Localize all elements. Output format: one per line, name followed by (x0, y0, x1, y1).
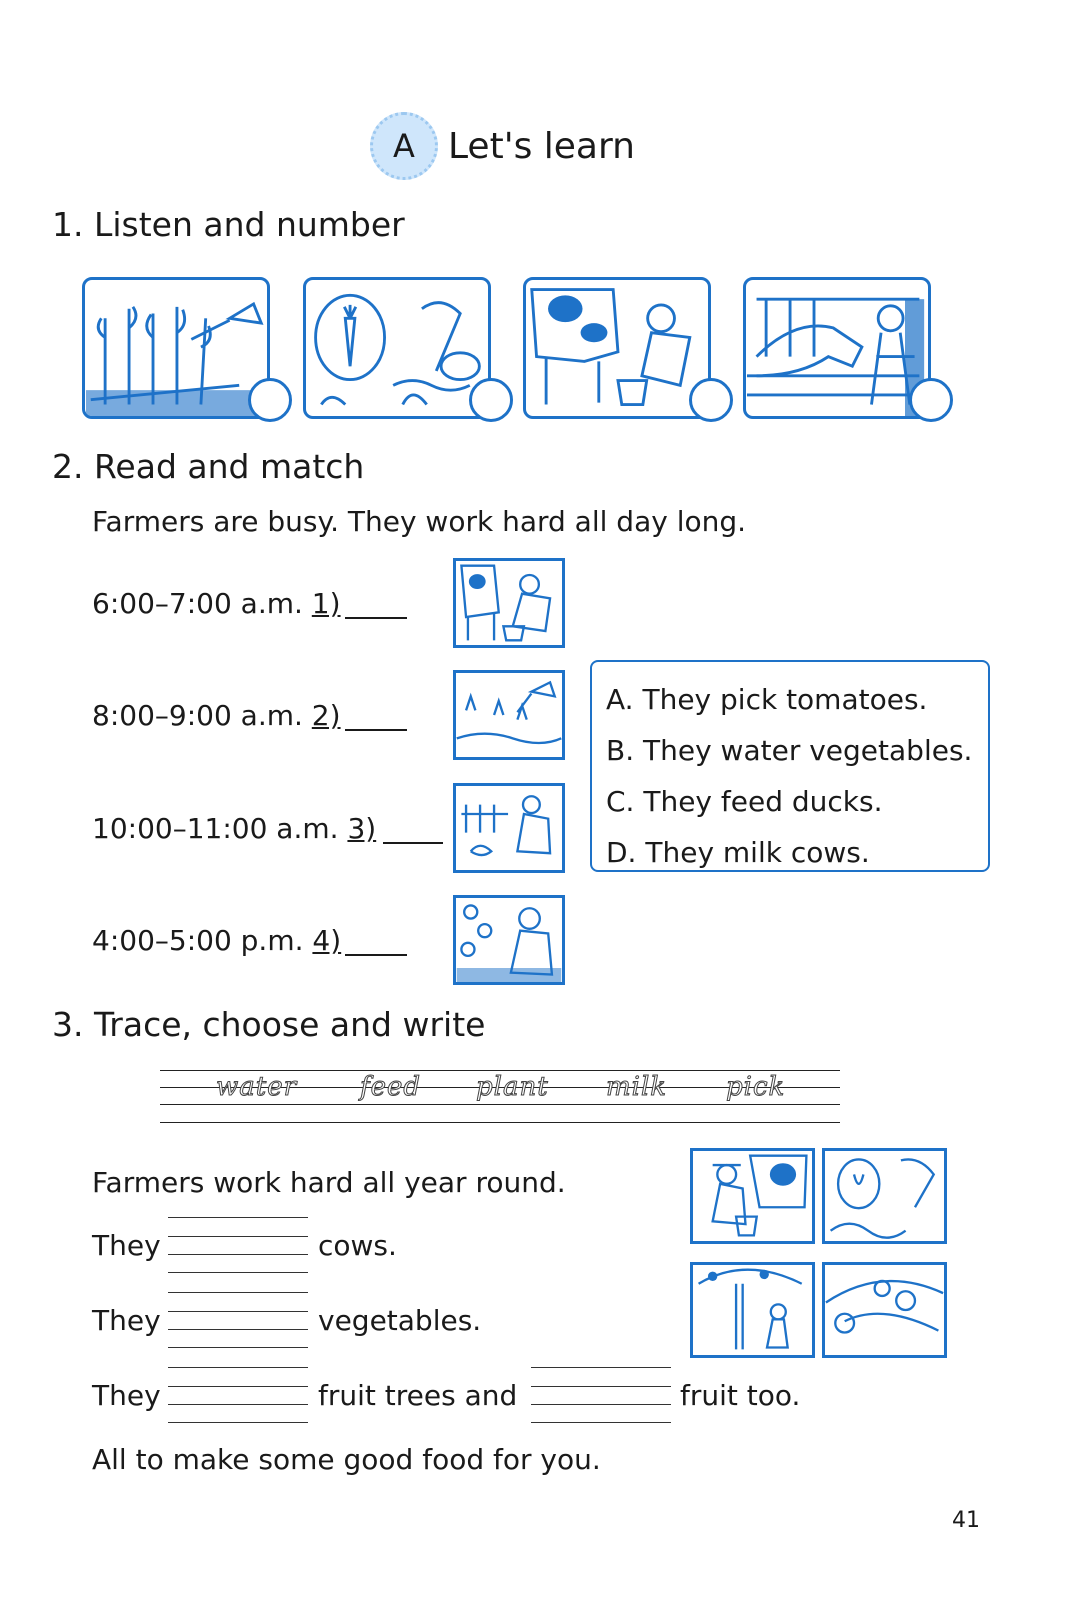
guide-line (160, 1070, 840, 1071)
trace-word-water[interactable]: water (216, 1072, 298, 1102)
sentence-3-pre: They (92, 1379, 161, 1412)
answer-blank-3[interactable] (383, 842, 443, 844)
option-b[interactable]: B. They water vegetables. (606, 734, 973, 767)
farmer-milking-picture (690, 1148, 815, 1244)
trace-word-pick[interactable]: pick (726, 1072, 786, 1102)
section-header (370, 112, 635, 180)
answer-blank-2[interactable] (345, 729, 407, 731)
answer-number: 3) (347, 812, 377, 845)
number-circle-4[interactable] (909, 378, 953, 422)
page-title: Let's learn (448, 125, 635, 167)
sentence-1-post: cows. (318, 1229, 397, 1262)
planting-carrot-picture (303, 277, 491, 419)
picking-fruit-picture (822, 1262, 947, 1358)
sentence-1-pre: They (92, 1229, 161, 1262)
sentence-3-post: fruit too. (680, 1379, 801, 1412)
section3-title: 3. Trace, choose and write (52, 1005, 486, 1044)
match-row-4 (92, 924, 341, 957)
option-d[interactable]: D. They milk cows. (606, 836, 870, 869)
time-label: 8:00–9:00 a.m. (92, 699, 303, 732)
sentence-intro: Farmers work hard all year round. (92, 1166, 566, 1199)
match-row-3 (92, 812, 376, 845)
match-options-box (590, 660, 990, 872)
page-number: 41 (952, 1508, 980, 1533)
watering-tree-picture (690, 1262, 815, 1358)
option-a[interactable]: A. They pick tomatoes. (606, 683, 928, 716)
section1-title: 1. Listen and number (52, 205, 405, 244)
picking-tomatoes-thumbnail (453, 895, 565, 985)
milking-cow-picture (523, 277, 711, 419)
milking-cow-thumbnail (453, 558, 565, 648)
feeding-ducks-thumbnail (453, 783, 565, 873)
section2-intro: Farmers are busy. They work hard all day long. (92, 505, 747, 538)
planting-picture (822, 1148, 947, 1244)
time-label: 6:00–7:00 a.m. (92, 587, 303, 620)
answer-blank-1[interactable] (345, 617, 407, 619)
answer-number: 2) (311, 699, 341, 732)
sentence-last: All to make some good food for you. (92, 1443, 601, 1476)
number-circle-1[interactable] (248, 378, 292, 422)
number-circle-2[interactable] (469, 378, 513, 422)
guide-line (160, 1122, 840, 1123)
answer-number: 1) (311, 587, 341, 620)
sentence-2-post: vegetables. (318, 1304, 482, 1337)
watering-vegetables-thumbnail (453, 670, 565, 760)
match-row-2 (92, 699, 341, 732)
time-label: 10:00–11:00 a.m. (92, 812, 339, 845)
match-row-1 (92, 587, 341, 620)
number-circle-3[interactable] (689, 378, 733, 422)
sentence-2-pre: They (92, 1304, 161, 1337)
trace-word-plant[interactable]: plant (476, 1072, 549, 1102)
section2-title: 2. Read and match (52, 447, 365, 486)
watering-plants-picture (82, 277, 270, 419)
feeding-horse-picture (743, 277, 931, 419)
time-label: 4:00–5:00 p.m. (92, 924, 304, 957)
option-c[interactable]: C. They feed ducks. (606, 785, 883, 818)
section-badge: A (370, 112, 438, 180)
trace-word-feed[interactable]: feed (360, 1072, 422, 1102)
answer-blank-4[interactable] (345, 954, 407, 956)
answer-number: 4) (312, 924, 342, 957)
sentence-3-mid: fruit trees and (318, 1379, 518, 1412)
guide-line (160, 1104, 840, 1105)
trace-word-milk[interactable]: milk (606, 1072, 668, 1102)
